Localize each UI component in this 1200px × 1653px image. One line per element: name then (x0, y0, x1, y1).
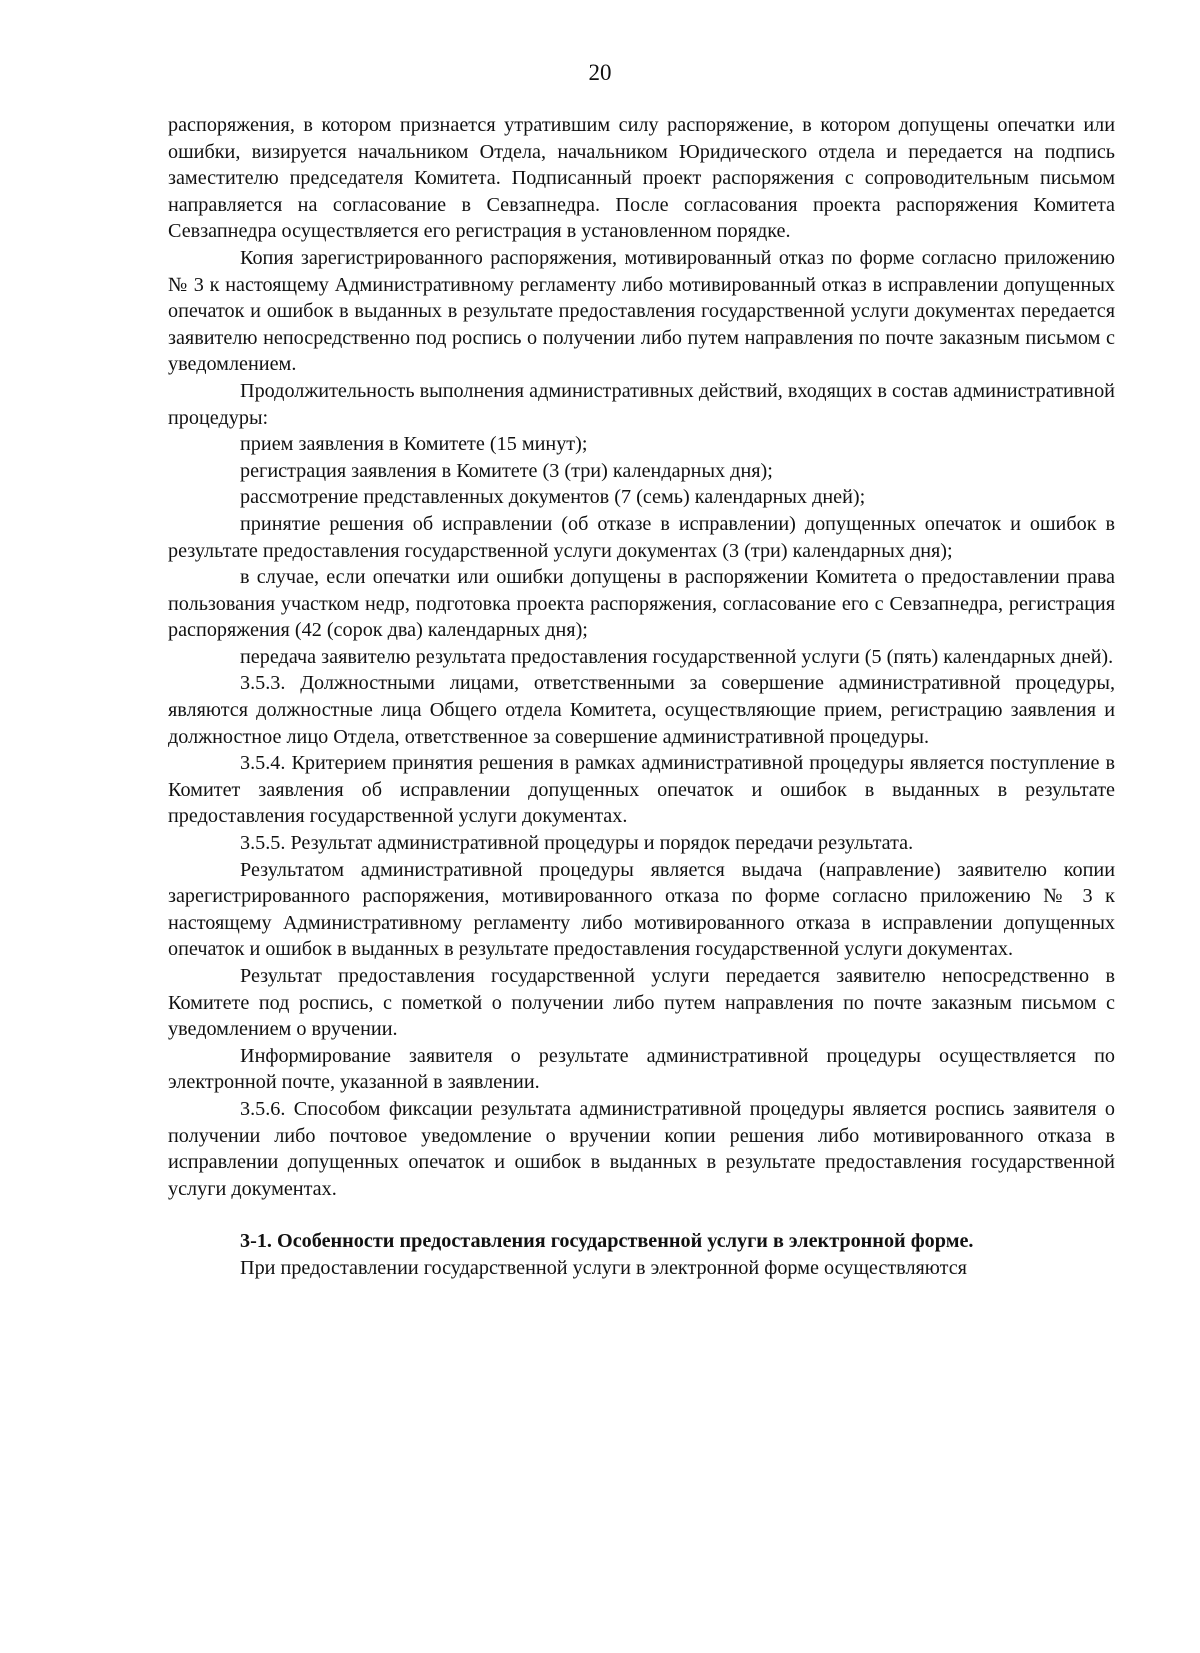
paragraph-duration-intro: Продолжительность выполнения административных действий, входящих в состав административной процедуры: (168, 379, 1115, 429)
paragraph-electronic-form: При предоставлении государственной услуги в электронной форме осуществляются (240, 1256, 967, 1279)
paragraph-3-5-4: 3.5.4. Критерием принятия решения в рамках административной процедуры является поступление в Комитет заявления об исправлении допущенных опечаток и ошибок в выданных в результате предоставления государственной услуги документах. (168, 752, 1115, 828)
list-item-reception: прием заявления в Комитете (15 минут); (240, 433, 588, 456)
list-item-order-errors: в случае, если опечатки или ошибки допущены в распоряжении Комитета о предоставлении права пользования участком недр, подготовка проекта распоряжения, согласование его с Севзапнедра, регистрация распоряжения (42 (сорок два) календарных дня); (168, 566, 1115, 642)
paragraph-3-5-6: 3.5.6. Способом фиксации результата административной процедуры является роспись заявителя о получении либо почтовое уведомление о вручении копии решения либо мотивированного отказа в исправлении допущенных опечаток и ошибок в выданных в результате предоставления государственной услуги документах. (168, 1097, 1115, 1200)
list-item-review: рассмотрение представленных документов (7 (семь) календарных дней); (240, 486, 866, 509)
document-body (168, 112, 1115, 1282)
list-item-registration: регистрация заявления в Комитете (3 (три) календарных дня); (240, 459, 773, 482)
paragraph-approval-continuation: распоряжения, в котором признается утратившим силу распоряжение, в котором допущены опечатки или ошибки, визируется начальником Отдела, начальником Юридического отдела и передается на подпись заместителю председателя Комитета. Подписанный проект распоряжения с сопроводительным письмом направляется на согласование в Севзапнедра. После согласования проекта распоряжения Комитета Севзапнедра осуществляется его регистрация в установленном порядке. (168, 114, 1115, 243)
list-item-result-transfer: передача заявителю результата предоставления государственной услуги (5 (пять) календарных дней). (240, 645, 1114, 668)
paragraph-informing: Информирование заявителя о результате административной процедуры осуществляется по электронной почте, указанной в заявлении. (168, 1044, 1115, 1094)
list-item-decision: принятие решения об исправлении (об отказе в исправлении) допущенных опечаток и ошибок в результате предоставления государственной услуги документах (3 (три) календарных дня); (168, 512, 1115, 562)
paragraph-result-description: Результатом административной процедуры является выдача (направление) заявителю копии зарегистрированного распоряжения, мотивированного отказа по форме согласно приложению № 3 к настоящему Административному регламенту либо мотивированного отказа в исправлении допущенных опечаток и ошибок в выданных в результате предоставления государственной услуги документах. (168, 858, 1115, 961)
paragraph-result-delivery: Результат предоставления государственной услуги передается заявителю непосредственно в Комитете под роспись, с пометкой о получении либо путем направления по почте заказным письмом с уведомлением о вручении. (168, 965, 1115, 1041)
paragraph-copy-transfer: Копия зарегистрированного распоряжения, мотивированный отказ по форме согласно приложению № 3 к настоящему Административному регламенту либо мотивированный отказ в исправлении допущенных опечаток и ошибок в выданных в результате предоставления государственной услуги документах передается заявителю непосредственно под роспись о получении либо путем направления по почте заказным письмом с уведомлением. (168, 246, 1115, 376)
paragraph-3-5-3: 3.5.3. Должностными лицами, ответственными за совершение административной процедуры, являются должностные лица Общего отдела Комитета, осуществляющие прием, регистрацию заявления и должностное лицо Отдела, ответственное за совершение административной процедуры. (168, 672, 1115, 748)
section-heading-3-1: 3-1. Особенности предоставления государственной услуги в электронной форме. (240, 1230, 974, 1253)
page-number: 20 (588, 60, 612, 85)
paragraph-3-5-5: 3.5.5. Результат административной процедуры и порядок передачи результата. (240, 832, 914, 855)
